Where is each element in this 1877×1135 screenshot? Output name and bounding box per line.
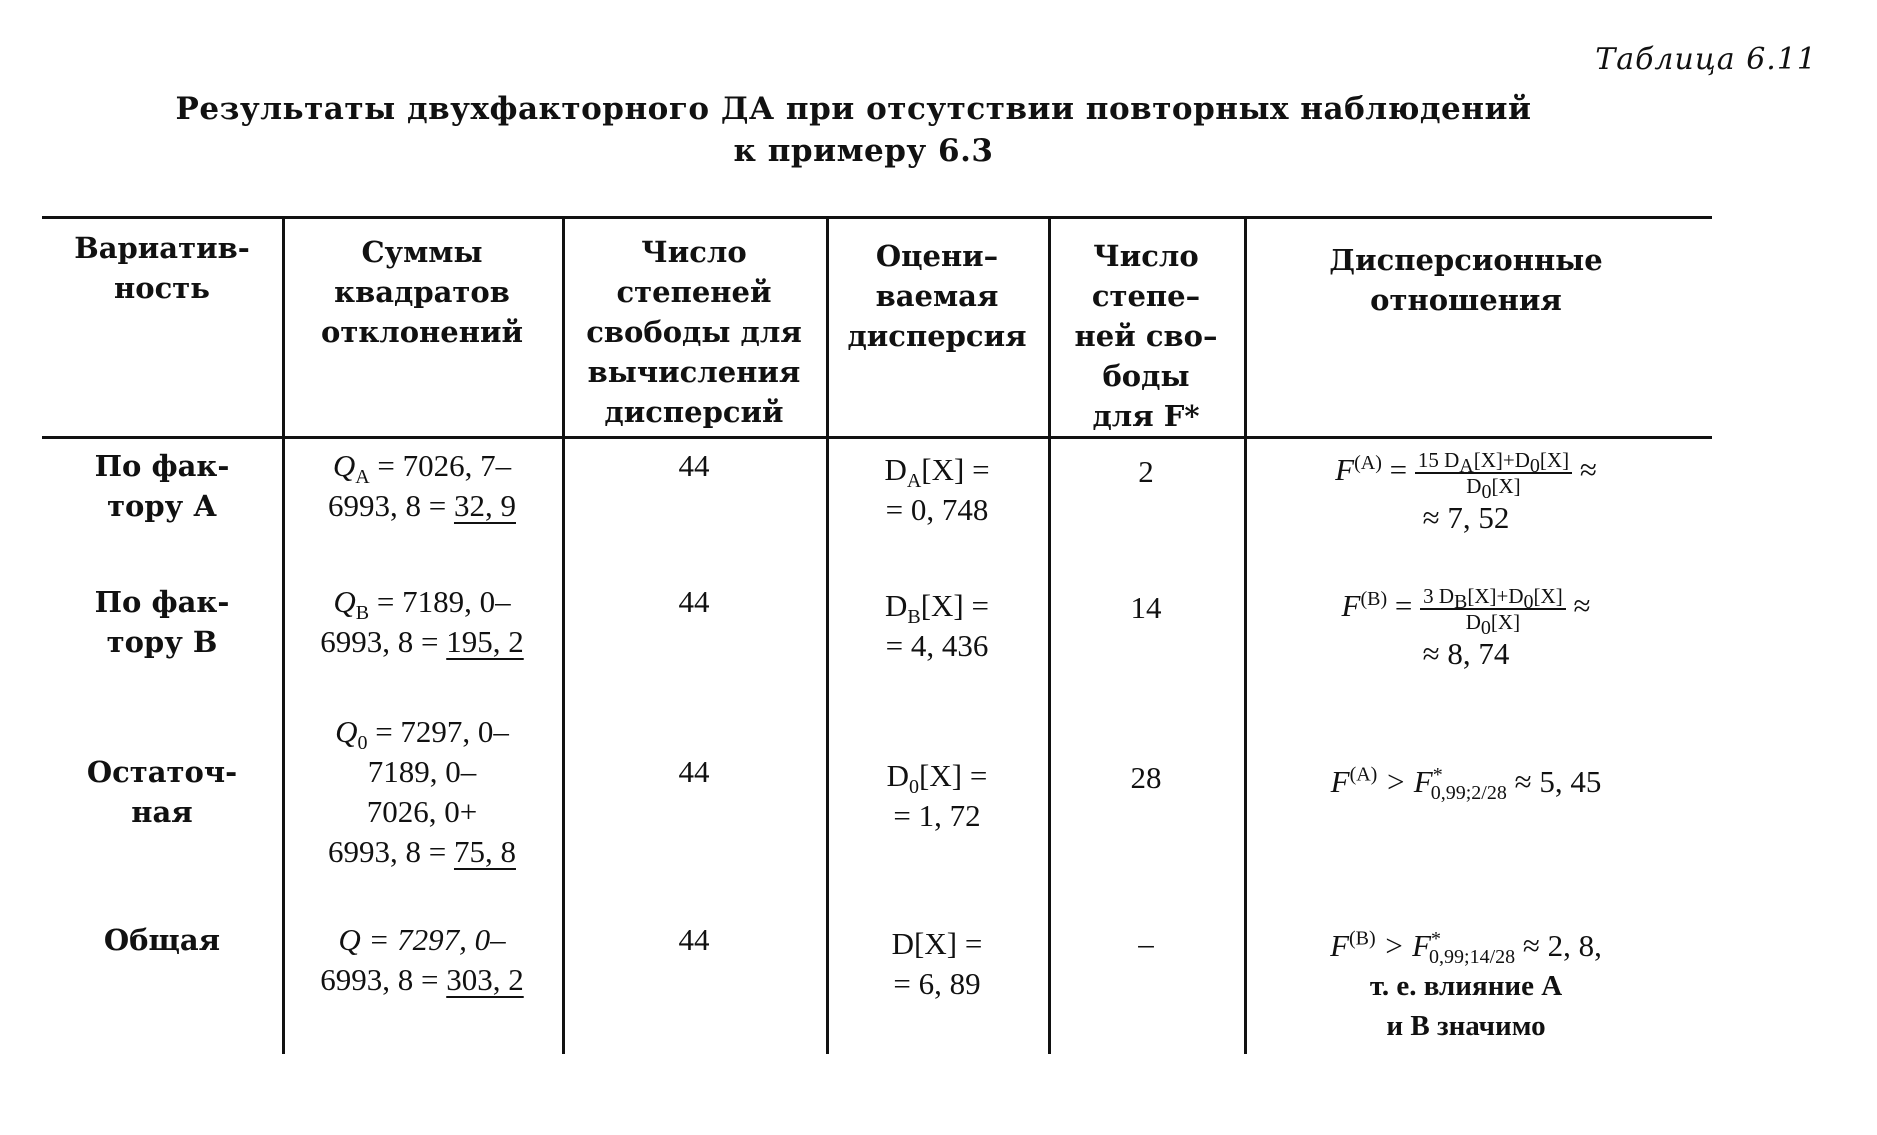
row-factor-a-df-F: 2 (1138, 454, 1154, 489)
row-factor-a-dispersion: $D_A[X]$ = = 0, 748 (884, 452, 990, 527)
header-sums: Суммы квадратов отклонений (321, 235, 523, 349)
row-factor-b-df: 44 (678, 584, 710, 619)
top-rule (42, 216, 1712, 219)
row-factor-b-df-F: 14 (1130, 590, 1162, 625)
header-ratios: Дисперсионные отношения (1329, 243, 1603, 317)
row-residual-df-F: 28 (1130, 760, 1162, 795)
title-line-1: Результаты двухфакторного ДА при отсутствии повторных наблюдений (175, 91, 1532, 127)
row-factor-a-name: По фак- тору А (94, 449, 230, 523)
row-total-name: Общая (103, 923, 221, 957)
table-title (0, 88, 1877, 172)
row-residual-ratio: $F^{(A)} > F^*_{0,99;2/28} \approx 5$, 45 (1330, 763, 1602, 805)
row-factor-a-ratio: $F^{(A)}$ = $\frac{15 D_A[X]+D_0[X]}{D_0[X]}$ ≈ ≈ 7, 52 (1335, 448, 1597, 535)
row-total-ratio: $F^{(B)} > F^*_{0,99;14/28} \approx 2$, 8, т. е. влияние А и В значимо (1330, 927, 1602, 1042)
row-factor-b-sum: $Q_B = 7189$, 0– 6993, 8 = 195, 2 (320, 584, 524, 659)
header-variation: Вариатив- ность (74, 231, 250, 305)
header-dispersion: Оцени– ваемая дисперсия (847, 239, 1027, 353)
row-residual-name: Остаточ- ная (86, 755, 238, 829)
row-total-df: 44 (678, 922, 710, 957)
row-factor-a-df: 44 (678, 448, 710, 483)
row-total-sum: Q = 7297, 0– 6993, 8 = 303, 2 (320, 922, 524, 997)
row-factor-b-name: По фак- тору В (94, 585, 230, 659)
row-residual-dispersion: $D_0[X]$ = = 1, 72 (886, 758, 988, 833)
header-rule (42, 436, 1712, 439)
title-line-2: к примеру 6.3 (733, 133, 994, 169)
table-caption: Таблица 6.11 (1595, 42, 1817, 77)
row-total-df-F: – (1138, 926, 1154, 961)
row-residual-sum: $Q_0 = 7297$, 0– 7189, 0– 7026, 0+ 6993, 8 = 75, 8 (328, 714, 516, 869)
row-factor-b-ratio: $F^{(B)}$ = $\frac{3 D_B[X]+D_0[X]}{D_0[X]}$ ≈ ≈ 8, 74 (1341, 584, 1591, 671)
row-residual-df: 44 (678, 754, 710, 789)
row-total-dispersion: D[X] = = 6, 89 (891, 926, 983, 1001)
row-factor-b-dispersion: $D_B[X]$ = = 4, 436 (884, 588, 989, 663)
header-df-F: Число степе– ней сво– боды для F* (1074, 239, 1218, 433)
header-df: Число степеней свободы для вычисления дисперсий (586, 235, 802, 429)
row-factor-a-sum: $Q_A = 7026$, 7– 6993, 8 = 32, 9 (328, 448, 516, 523)
